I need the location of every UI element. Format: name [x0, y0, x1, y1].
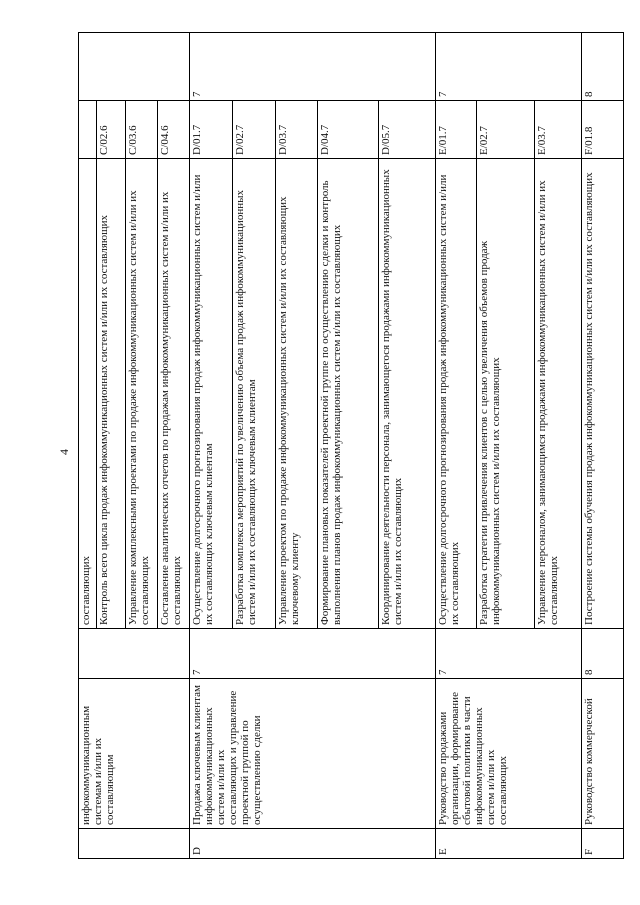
labor-function: Разработка комплекса мероприятий по увеличению объема продаж инфокоммуникационных систем и/или их составляющих ключевым клиентам [232, 159, 275, 629]
generalized-function-code: E [435, 829, 582, 859]
generalized-function-name: инфокоммуникационным системам и/или их составляющим [79, 679, 190, 829]
generalized-function-code: D [190, 829, 435, 859]
labor-function-code: D/05.7 [378, 101, 435, 159]
labor-function: Управление персоналом, занимающимся продажами инфокоммуникационных систем и/или их составляющих [535, 159, 582, 629]
professional-standard-table [78, 32, 624, 859]
rotated-table-wrapper [78, 33, 624, 859]
generalized-function-name: Продажа ключевым клиентам инфокоммуникационных систем и/или их составляющих и управление проектной группой по осуществлению сделки [190, 679, 435, 829]
table-row [582, 33, 624, 859]
generalized-function-code [79, 829, 190, 859]
labor-function: Контроль всего цикла продаж инфокоммуникационных систем и/или их составляющих [96, 159, 126, 629]
labor-function-code: D/02.7 [232, 101, 275, 159]
sub-qualification-level: 8 [582, 33, 624, 101]
labor-function: Составление аналитических отчетов по продажам инфокоммуникационных систем и/или их составляющих [158, 159, 190, 629]
labor-function: Разработка стратегии привлечения клиентов с целью увеличения объемов продаж инфокоммуникационных систем и/или их составляющих [477, 159, 535, 629]
generalized-function-name: Руководство коммерческой [582, 679, 624, 829]
labor-function-code: F/01.8 [582, 101, 624, 159]
labor-function-code: E/02.7 [477, 101, 535, 159]
table-row [190, 33, 233, 859]
labor-function-code: D/04.7 [318, 101, 378, 159]
labor-function: Осуществление долгосрочного прогнозирования продаж инфокоммуникационных систем и/или их составляющих ключевым клиентам [190, 159, 233, 629]
sub-qualification-level: 7 [190, 33, 435, 101]
page-number: 4 [57, 449, 71, 455]
labor-function: Управление комплексными проектами по продаже инфокоммуникационных систем и/или их составляющих [126, 159, 158, 629]
labor-function-code: C/02.6 [96, 101, 126, 159]
sub-qualification-level: 7 [435, 33, 582, 101]
labor-function: Формирование плановых показателей проектной группе по осуществлению сделки и контроль выполнения планов продаж инфокоммуникационных систем и/или их составляющих [318, 159, 378, 629]
qualification-level: 7 [190, 629, 435, 679]
table-row [435, 33, 476, 859]
labor-function-code: E/01.7 [435, 101, 476, 159]
labor-function: составляющих [79, 159, 97, 629]
qualification-level [79, 629, 190, 679]
labor-function-code: C/03.6 [126, 101, 158, 159]
labor-function: Построение системы обучения продаж инфокоммуникационных систем и/или их составляющих [582, 159, 624, 629]
qualification-level: 7 [435, 629, 582, 679]
labor-function-code: C/04.6 [158, 101, 190, 159]
labor-function: Осуществление долгосрочного прогнозирования продаж инфокоммуникационных систем и/или их составляющих [435, 159, 476, 629]
labor-function: Управление проектом по продаже инфокоммуникационных систем и/или их составляющих ключевому клиенту [275, 159, 318, 629]
generalized-function-code: F [582, 829, 624, 859]
sub-qualification-level [79, 33, 190, 101]
table-row [79, 33, 97, 859]
labor-function-code: D/03.7 [275, 101, 318, 159]
labor-function-code: E/03.7 [535, 101, 582, 159]
labor-function-code: D/01.7 [190, 101, 233, 159]
qualification-level: 8 [582, 629, 624, 679]
labor-function: Координирование деятельности персонала, занимающегося продажами инфокоммуникационных систем и/или их составляющих [378, 159, 435, 629]
generalized-function-name: Руководство продажами организации, формирование сбытовой политики в части инфокоммуникационных систем и/или их составляющих [435, 679, 582, 829]
labor-function-code [79, 101, 97, 159]
